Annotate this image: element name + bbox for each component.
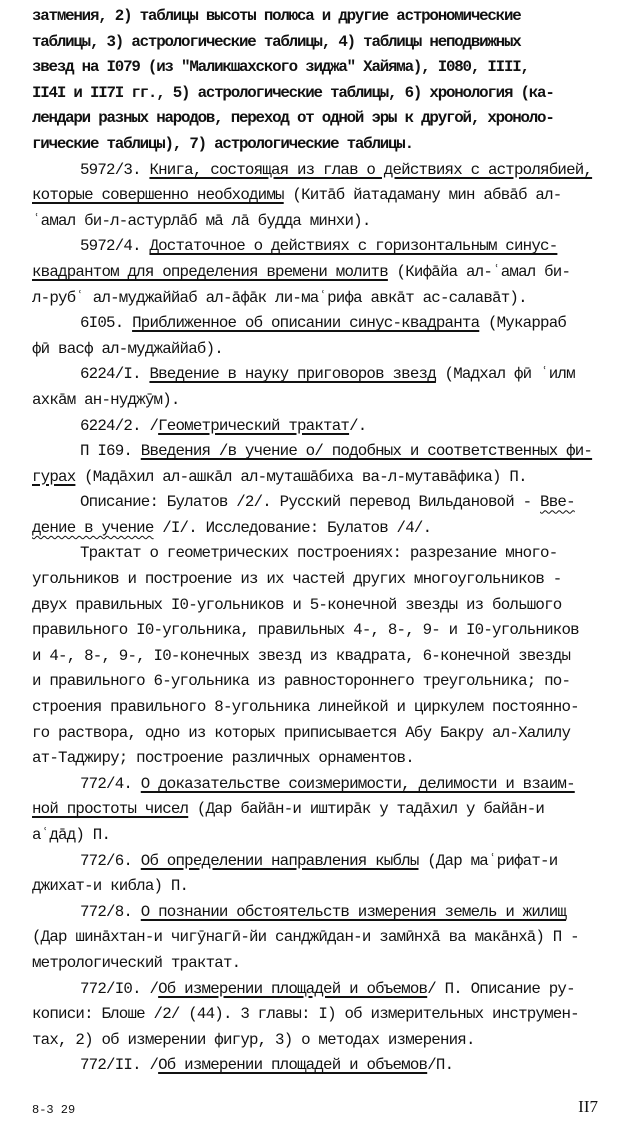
entry-first-line	[32, 234, 618, 260]
entry-first-line	[32, 158, 618, 184]
entry-continuation-line	[32, 183, 618, 209]
intro-text-line: гические таблицы), 7) астрологические таблицы.	[32, 134, 413, 153]
entry-continuation-line	[32, 286, 618, 312]
entry-text: (Мукарраб	[479, 314, 567, 333]
entry-text: кописи: Блоше /2/ (44). 3 главы: I) об измерительных инструмен-	[32, 1005, 579, 1024]
entry-continuation-line	[32, 618, 618, 644]
entry-continuation-line	[32, 593, 618, 619]
page-number: II7	[578, 1096, 598, 1116]
entry-first-line	[32, 849, 618, 875]
entry-continuation-line	[32, 567, 618, 593]
entry-text: аʿдāд) П.	[32, 826, 111, 844]
entry-text: правильного I0-угольника, правильных 4-, 8-, 9- и I0-угольников	[32, 621, 579, 640]
page-footer	[32, 1097, 598, 1125]
entry-text: (Дар маʿрифат-и	[418, 851, 558, 870]
entry-text: (Мадāхил ал-ашкāл ал-муташāбиха ва-л-мутавāфика) П.	[75, 467, 527, 486]
entry-continuation-line	[32, 823, 618, 849]
entry-text: /.	[349, 416, 367, 435]
entry-title: Введения /в учение о/ подобных и соответственных фи-	[140, 442, 593, 461]
entry-text: 5972/3.	[80, 160, 150, 179]
entry-text: 772/4.	[80, 774, 141, 793]
entry-text: двух правильных I0-угольников и 5-конечной звезды из большого	[32, 595, 562, 614]
entry-text: 772/I0. /	[80, 979, 159, 998]
entry-text: метрологический трактат.	[32, 953, 241, 972]
entry-text: л-рубʿ ал-муджаййаб ал-āфāк ли-маʿрифа авкāт ас-салавāт).	[32, 288, 527, 307]
entry-text: 772/8.	[80, 902, 141, 921]
entry-text: (Китāб йатадаману мин абвāб ал-	[283, 186, 562, 205]
entry-continuation-line	[32, 388, 618, 414]
entry-title: Об определении направления кыблы	[140, 851, 419, 870]
entry-first-line	[32, 362, 618, 388]
translation-title: дение в учение	[32, 518, 154, 537]
document-page	[32, 0, 618, 1079]
entry-text: 772/6.	[80, 851, 141, 870]
translation-title: Вве-	[540, 493, 575, 512]
entry-text: / П. Описание ру-	[427, 979, 575, 998]
entry-title: Достаточное о действиях с горизонтальным синус-	[149, 237, 558, 256]
entry-title: Введение в науку приговоров звезд	[149, 365, 436, 384]
entry-text: ахкāм ан-нуджӯм).	[32, 390, 180, 409]
entry-title: Об измерении площадей и объемов	[158, 979, 428, 998]
entry-text: (Кифāйа ал-ʿамал би-	[387, 262, 571, 281]
entry-text: /I/. Исследование: Булатов /4/.	[153, 518, 432, 537]
entry-continuation-line	[32, 337, 618, 363]
entry-text: джихат-и кибла) П.	[32, 877, 189, 896]
entry-continuation-line	[32, 260, 618, 286]
entry-first-line	[32, 772, 618, 798]
entry-continuation-line	[32, 516, 618, 542]
entry-continuation-line	[32, 1028, 618, 1054]
entry-continuation-line	[32, 644, 618, 670]
entry-continuation-line	[32, 874, 618, 900]
entry-continuation-line	[32, 721, 618, 747]
entry-continuation-line	[32, 695, 618, 721]
entry-first-line	[32, 900, 618, 926]
entry-text: 772/II. /	[80, 1056, 159, 1075]
entry-continuation-line	[32, 797, 618, 823]
entry-text: строения правильного 8-угольника линейкой и циркулем постоянно-	[32, 698, 579, 717]
entry-continuation-line	[32, 669, 618, 695]
entry-text: тах, 2) об измерении фигур, 3) о методах измерения.	[32, 1030, 475, 1049]
intro-text-line: звезд на I079 (из "Маликшахского зиджа" Хайяма), I080, IIII,	[32, 58, 529, 77]
entry-title: О познании обстоятельств измерения земель и жилищ	[140, 902, 567, 921]
intro-text-line: таблицы, 3) астрологические таблицы, 4) таблицы неподвижных	[32, 32, 521, 51]
entry-title: Геометрический трактат	[158, 416, 350, 435]
entry-title: Книга, состоящая из глав о действиях с астролябией,	[149, 160, 593, 179]
entry-text: угольников и построение из их частей других многоугольников -	[32, 570, 562, 589]
entry-text: (Мадхал фӣ ʿилм	[435, 365, 575, 384]
entry-first-line	[32, 977, 618, 1003]
entry-text: и 4-, 8-, 9-, I0-конечных звезд из квадрата, 6-конечной звезды	[32, 646, 571, 665]
entry-text: и правильного 6-угольника из равностороннего треугольника; по-	[32, 672, 571, 691]
entry-title: Об измерении площадей и объемов	[158, 1056, 428, 1075]
entry-title: ной простоты чисел	[32, 800, 189, 819]
entry-text: /П.	[427, 1056, 454, 1075]
entry-first-line	[32, 311, 618, 337]
entry-first-line	[32, 1053, 618, 1079]
entry-text: Описание: Булатов /2/. Русский перевод Вильдановой -	[80, 493, 541, 512]
entry-text: фӣ васф ал-муджаййаб).	[32, 339, 223, 358]
entry-first-line	[32, 414, 618, 440]
entry-first-line	[32, 490, 618, 516]
intro-text-line: затмения, 2) таблицы высоты полюса и другие астрономические	[32, 7, 521, 25]
entry-text: го раствора, одно из которых приписывается Абу Бакру ал-Халилу	[32, 723, 571, 742]
entry-text: 6I05.	[80, 314, 133, 333]
intro-text-line: лендари разных народов, переход от одной эры к другой, хроноло-	[32, 109, 554, 128]
entry-title: О доказательстве соизмеримости, делимости и взаим-	[140, 774, 575, 793]
entry-text: П I69.	[80, 442, 141, 461]
entry-continuation-line	[32, 746, 618, 772]
entry-text: Трактат о геометрических построениях: разрезание много-	[80, 544, 558, 563]
entry-title: которые совершенно необходимы	[32, 186, 284, 205]
intro-text-line: II4I и II7I гг., 5) астрологические таблицы, 6) хронология (ка-	[32, 83, 554, 102]
entry-title: гурах	[32, 467, 76, 486]
entry-continuation-line	[32, 925, 618, 951]
entry-continuation-line	[32, 465, 618, 491]
entry-text: 5972/4.	[80, 237, 150, 256]
entry-text: ʿамал би-л-астурлāб мā лā будда минхи).	[32, 211, 371, 230]
entry-continuation-line	[32, 1002, 618, 1028]
entry-text: ат-Таджиру; построение различных орнаментов.	[32, 749, 414, 768]
entry-continuation-line	[32, 209, 618, 235]
entry-text: (Дар байāн-и иштирāк у тадāхил у байāн-и	[188, 800, 545, 819]
entry-title: Приближенное об описании синус-квадранта	[132, 314, 480, 333]
printer-signature: 8-3 29	[32, 1102, 76, 1117]
entry-text: (Дар шинāхтан-и чигӯнагӣ-йи санджӣдан-и замӣнхā ва макāнхā) П -	[32, 928, 579, 947]
entry-first-line	[32, 439, 618, 465]
entry-continuation-line	[32, 951, 618, 977]
entry-first-line	[32, 541, 618, 567]
entry-text: 6224/2. /	[80, 416, 159, 435]
entry-title: квадрантом для определения времени молитв	[32, 262, 388, 281]
entry-text: 6224/I.	[80, 365, 150, 384]
